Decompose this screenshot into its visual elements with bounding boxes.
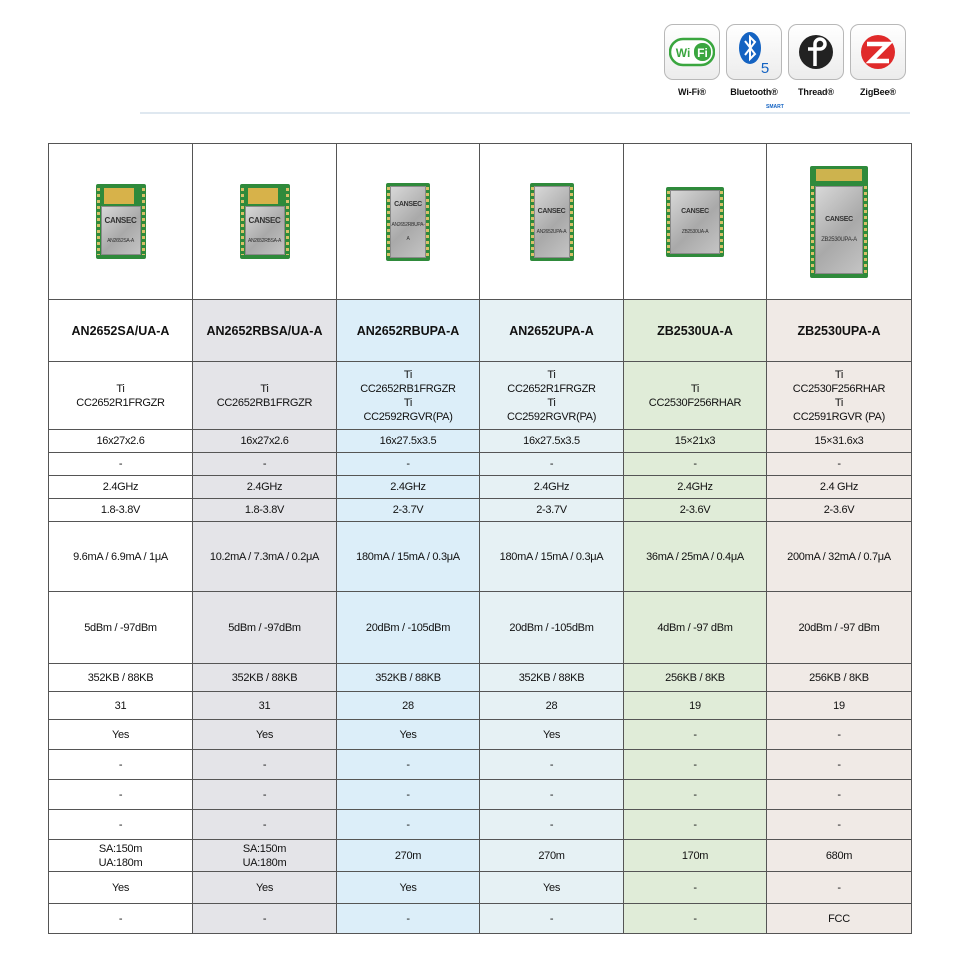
module-shield — [670, 190, 720, 254]
spec-cell — [49, 476, 193, 499]
module-photo — [240, 184, 290, 259]
row-certification — [49, 904, 912, 934]
spec-cell — [337, 872, 480, 904]
row-module-image — [49, 144, 912, 300]
cell-text: - — [262, 818, 267, 831]
spec-cell — [480, 476, 624, 499]
row-current — [49, 522, 912, 592]
module-shield — [815, 186, 863, 274]
cell-text: CC2652R1FRGZR — [76, 396, 165, 409]
cell-text: - — [837, 728, 841, 741]
spec-cell — [49, 840, 193, 872]
spec-cell — [337, 664, 480, 692]
spec-cell — [480, 840, 624, 872]
spec-cell — [49, 904, 193, 934]
cell-text: 20dBm / -105dBm — [365, 621, 451, 634]
spec-cell — [193, 872, 337, 904]
cell-text: - — [118, 458, 123, 470]
spec-cell — [480, 144, 624, 300]
cell-text: Yes — [255, 728, 274, 741]
spec-cell — [624, 720, 767, 750]
spec-cell — [49, 453, 193, 476]
spec-cell — [624, 810, 767, 840]
cell-text: 28 — [402, 699, 414, 712]
cell-text: Yes — [399, 881, 417, 894]
cell-text: - — [837, 458, 841, 470]
spec-cell — [193, 476, 337, 499]
cell-text: - — [837, 818, 841, 831]
cell-text: 16x27.5x3.5 — [379, 435, 437, 447]
cell-text: 200mA / 32mA / 0.7μA — [787, 550, 891, 563]
spec-cell — [767, 904, 912, 934]
cell-text: 270m — [538, 849, 565, 862]
spec-cell — [337, 750, 480, 780]
spec-cell — [767, 750, 912, 780]
spec-cell — [49, 810, 193, 840]
spec-cell — [193, 522, 337, 592]
pcb-antenna — [104, 188, 134, 204]
spec-cell — [193, 840, 337, 872]
spec-cell — [337, 904, 480, 934]
cell-text: Ti — [403, 396, 413, 409]
cell-text: 2.4 GHz — [819, 481, 859, 493]
row-frequency — [49, 476, 912, 499]
spec-cell — [337, 499, 480, 522]
cell-text: - — [118, 912, 123, 925]
bluetooth-smart-label: SMART — [766, 104, 784, 110]
svg-text:Wi: Wi — [675, 46, 691, 60]
spec-cell — [193, 300, 337, 362]
brand-mark: CANSEC — [248, 215, 281, 225]
cell-text: 16x27.5x3.5 — [523, 435, 580, 447]
spec-cell — [624, 750, 767, 780]
spec-cell — [337, 840, 480, 872]
cell-text: - — [693, 728, 697, 741]
spec-cell — [624, 664, 767, 692]
zigbee-icon — [858, 32, 898, 72]
cell-text: Ti — [690, 382, 700, 395]
spec-cell — [193, 750, 337, 780]
spec-cell — [337, 362, 480, 430]
cell-text: - — [118, 818, 123, 831]
shield-label: AN2652RBUPA-A — [391, 221, 425, 242]
spec-cell — [480, 362, 624, 430]
spec-cell — [767, 720, 912, 750]
cell-text: 5dBm / -97dBm — [228, 621, 301, 634]
cell-text: ZB2530UPA-A — [797, 323, 881, 338]
cell-text: SA:150m — [98, 842, 143, 855]
spec-cell — [767, 300, 912, 362]
svg-text:Fi: Fi — [697, 46, 708, 60]
spec-cell — [767, 780, 912, 810]
bluetooth-icon — [734, 29, 774, 75]
spec-cell — [767, 592, 912, 664]
zigbee-logo — [850, 24, 906, 97]
cell-text: - — [118, 758, 123, 771]
cell-text: 28 — [545, 699, 558, 712]
cell-text: CC2652RB1FRGZR — [216, 396, 313, 409]
brand-mark: CANSEC — [681, 207, 709, 215]
row-io-count — [49, 692, 912, 720]
spec-cell — [767, 810, 912, 840]
spec-cell — [49, 522, 193, 592]
cell-text: - — [549, 818, 554, 831]
protocol-logos — [660, 24, 912, 110]
spec-cell — [193, 904, 337, 934]
spec-cell — [49, 750, 193, 780]
cell-text: - — [406, 458, 410, 470]
cell-text: 2.4GHz — [390, 481, 426, 493]
cell-text: Ti — [260, 382, 269, 395]
thread-logo — [788, 24, 844, 97]
module-photo — [530, 183, 574, 261]
header-divider — [140, 112, 910, 114]
cell-text: 270m — [394, 849, 422, 862]
cell-text: 20dBm / -105dBm — [509, 621, 594, 634]
spec-cell — [337, 522, 480, 592]
bluetooth-label: Bluetooth® — [730, 87, 778, 97]
cell-text: Ti — [834, 368, 844, 381]
cell-text: SA:150m — [242, 842, 287, 855]
cell-text: 1.8-3.8V — [100, 504, 141, 516]
cell-text: 16x27x2.6 — [96, 435, 145, 447]
cell-text: 180mA / 15mA / 0.3μA — [356, 550, 460, 563]
cell-text: 19 — [833, 699, 845, 712]
cell-text: - — [693, 881, 697, 894]
cell-text: 2-3.7V — [392, 504, 424, 516]
spec-cell — [193, 499, 337, 522]
spec-cell — [767, 664, 912, 692]
cell-text: 352KB / 88KB — [231, 671, 298, 684]
spec-cell — [193, 720, 337, 750]
cell-text: CC2592RGVR(PA) — [506, 410, 597, 423]
cell-text: - — [693, 818, 697, 831]
spec-cell — [337, 592, 480, 664]
row-r12 — [49, 780, 912, 810]
module-shield — [534, 186, 570, 258]
pcb-antenna — [816, 169, 862, 181]
cell-text: - — [693, 912, 697, 925]
cell-text: CC2592RGVR(PA) — [363, 410, 453, 423]
spec-cell — [337, 780, 480, 810]
brand-mark: CANSEC — [394, 200, 422, 208]
cell-text: - — [262, 758, 267, 771]
spec-cell — [767, 692, 912, 720]
spec-cell — [480, 810, 624, 840]
wifi-label: Wi-Fi® — [678, 87, 706, 97]
cell-text: Ti — [547, 396, 556, 409]
svg-text:5: 5 — [760, 60, 770, 75]
wifi-logo — [664, 24, 720, 97]
spec-cell — [193, 810, 337, 840]
cell-text: CC2652RB1FRGZR — [360, 382, 456, 395]
cell-text: Ti — [116, 382, 125, 395]
cell-text: Yes — [542, 728, 561, 741]
thread-icon — [796, 32, 836, 72]
spec-cell — [767, 430, 912, 453]
cell-text: 10.2mA / 7.3mA / 0.2μA — [209, 550, 320, 563]
cell-text: - — [549, 758, 554, 771]
spec-cell — [193, 664, 337, 692]
cell-text: - — [262, 912, 267, 925]
spec-cell — [480, 692, 624, 720]
thread-label: Thread® — [798, 87, 834, 97]
cell-text: 2.4GHz — [102, 481, 139, 493]
spec-cell — [480, 430, 624, 453]
spec-cell — [337, 300, 480, 362]
cell-text: - — [406, 788, 410, 801]
cell-text: 31 — [114, 699, 127, 712]
spec-cell — [480, 300, 624, 362]
spec-cell — [480, 453, 624, 476]
spec-cell — [193, 430, 337, 453]
spec-cell — [193, 362, 337, 430]
cell-text: 9.6mA / 6.9mA / 1μA — [73, 550, 168, 563]
cell-text: UA:180m — [242, 856, 287, 869]
spec-cell — [480, 720, 624, 750]
spec-cell — [49, 872, 193, 904]
cell-text: 15×21x3 — [674, 435, 716, 447]
spec-cell — [49, 780, 193, 810]
spec-cell — [337, 144, 480, 300]
cell-text: CC2530F256RHAR — [648, 396, 742, 409]
bluetooth-logo — [726, 24, 784, 110]
cell-text: - — [406, 912, 410, 925]
cell-text: 256KB / 8KB — [809, 671, 869, 684]
spec-cell — [480, 780, 624, 810]
cell-text: 36mA / 25mA / 0.4μA — [646, 550, 744, 563]
cell-text: - — [837, 881, 841, 894]
cell-text: 352KB / 88KB — [87, 671, 154, 684]
cell-text: - — [118, 788, 123, 801]
row-model-name — [49, 300, 912, 362]
spec-cell — [480, 904, 624, 934]
spec-cell — [624, 476, 767, 499]
cell-text: Ti — [547, 368, 556, 381]
row-chipset — [49, 362, 912, 430]
cell-text: AN2652RBSA/UA-A — [206, 323, 323, 338]
cell-text: 2.4GHz — [533, 481, 570, 493]
shield-label: ZB2530UA-A — [681, 228, 709, 235]
cell-text: AN2652RBUPA-A — [356, 323, 460, 338]
module-photo — [96, 184, 146, 259]
cell-text: CC2652R1FRGZR — [507, 382, 596, 395]
spec-cell — [624, 300, 767, 362]
spec-cell — [480, 499, 624, 522]
spec-cell — [480, 872, 624, 904]
spec-cell — [337, 476, 480, 499]
row-rf-power-sensitivity — [49, 592, 912, 664]
cell-text: 20dBm / -97 dBm — [798, 621, 880, 634]
cell-text: - — [549, 458, 554, 470]
cell-text: 19 — [689, 699, 701, 712]
spec-cell — [193, 144, 337, 300]
pcb-antenna — [248, 188, 278, 204]
cell-text: Yes — [399, 728, 417, 741]
spec-cell — [337, 430, 480, 453]
cell-text: 170m — [681, 849, 709, 862]
cell-text: Yes — [542, 881, 561, 894]
cell-text: Yes — [255, 881, 274, 894]
cell-text: 2-3.6V — [823, 504, 855, 516]
spec-cell — [624, 499, 767, 522]
spec-cell — [767, 840, 912, 872]
spec-cell — [337, 453, 480, 476]
module-photo — [810, 166, 868, 278]
spec-cell — [49, 362, 193, 430]
cell-text: UA:180m — [98, 856, 143, 869]
spec-cell — [624, 362, 767, 430]
spec-cell — [480, 522, 624, 592]
cell-text: 256KB / 8KB — [665, 671, 725, 684]
spec-cell — [480, 750, 624, 780]
spec-cell — [49, 692, 193, 720]
cell-text: FCC — [828, 912, 850, 925]
cell-text: 352KB / 88KB — [518, 671, 585, 684]
spec-cell — [193, 692, 337, 720]
cell-text: AN2652UPA-A — [509, 323, 594, 338]
cell-text: - — [837, 758, 841, 771]
cell-text: 15×31.6x3 — [814, 435, 864, 447]
module-photo — [386, 183, 430, 261]
brand-mark: CANSEC — [104, 215, 137, 225]
module-spec-table — [48, 143, 912, 934]
spec-cell — [767, 453, 912, 476]
spec-cell — [767, 522, 912, 592]
cell-text: - — [406, 758, 410, 771]
cell-text: 2-3.7V — [536, 504, 567, 516]
spec-cell — [624, 522, 767, 592]
spec-cell — [767, 872, 912, 904]
cell-text: 5dBm / -97dBm — [84, 621, 157, 634]
cell-text: CC2530F256RHAR — [792, 382, 886, 395]
cell-text: CC2591RGVR (PA) — [793, 410, 885, 423]
spec-cell — [767, 499, 912, 522]
spec-cell — [624, 872, 767, 904]
spec-cell — [193, 453, 337, 476]
spec-cell — [767, 362, 912, 430]
cell-text: - — [693, 788, 697, 801]
spec-cell — [337, 810, 480, 840]
row-memory — [49, 664, 912, 692]
spec-cell — [49, 664, 193, 692]
spec-cell — [49, 720, 193, 750]
shield-label: AN2652UPA-A — [536, 228, 567, 235]
row-r15 — [49, 872, 912, 904]
module-shield — [245, 206, 285, 255]
spec-cell — [624, 692, 767, 720]
cell-text: 2.4GHz — [677, 481, 713, 493]
module-shield — [390, 186, 426, 258]
spec-cell — [624, 144, 767, 300]
cell-text: Ti — [403, 368, 413, 381]
cell-text: 680m — [825, 849, 853, 862]
spec-cell — [624, 592, 767, 664]
cell-text: 2-3.6V — [679, 504, 711, 516]
cell-text: 4dBm / -97 dBm — [657, 621, 733, 634]
shield-label: ZB2530UPA-A — [821, 236, 857, 243]
cell-text: 2.4GHz — [246, 481, 283, 493]
cell-text: 180mA / 15mA / 0.3μA — [499, 550, 604, 563]
cell-text: 1.8-3.8V — [244, 504, 285, 516]
module-shield — [101, 206, 141, 255]
cell-text: - — [262, 458, 267, 470]
cell-text: ZB2530UA-A — [657, 323, 733, 338]
spec-cell — [624, 430, 767, 453]
cell-text: - — [837, 788, 841, 801]
brand-mark: CANSEC — [537, 207, 566, 215]
cell-text: 31 — [258, 699, 271, 712]
spec-cell — [49, 592, 193, 664]
spec-cell — [624, 840, 767, 872]
cell-text: - — [693, 758, 697, 771]
cell-text: Yes — [111, 881, 130, 894]
module-photo — [666, 187, 724, 257]
cell-text: - — [549, 788, 554, 801]
spec-cell — [337, 720, 480, 750]
cell-text: AN2652SA/UA-A — [71, 323, 170, 338]
row-size — [49, 430, 912, 453]
cell-text: - — [262, 788, 267, 801]
wifi-icon — [669, 37, 715, 67]
row-r13 — [49, 810, 912, 840]
shield-label: AN2652RBSA-A — [247, 237, 282, 244]
spec-cell — [480, 592, 624, 664]
spec-cell — [337, 692, 480, 720]
row-r11 — [49, 750, 912, 780]
cell-text: 16x27x2.6 — [240, 435, 289, 447]
cell-text: - — [406, 818, 410, 831]
row-voltage — [49, 499, 912, 522]
spec-cell — [767, 476, 912, 499]
zigbee-label: ZigBee® — [860, 87, 896, 97]
spec-cell — [480, 664, 624, 692]
row-r10 — [49, 720, 912, 750]
cell-text: - — [693, 458, 697, 470]
spec-cell — [767, 144, 912, 300]
spec-cell — [624, 453, 767, 476]
spec-cell — [193, 780, 337, 810]
spec-cell — [49, 430, 193, 453]
spec-cell — [49, 300, 193, 362]
brand-mark: CANSEC — [825, 215, 853, 223]
spec-cell — [624, 780, 767, 810]
shield-label: AN2652SA-A — [107, 237, 134, 244]
spec-cell — [624, 904, 767, 934]
spec-cell — [193, 592, 337, 664]
spec-cell — [49, 144, 193, 300]
cell-text: Ti — [834, 396, 844, 409]
spec-table-body — [49, 144, 912, 934]
row-range — [49, 840, 912, 872]
spec-cell — [49, 499, 193, 522]
row-r4 — [49, 453, 912, 476]
cell-text: 352KB / 88KB — [375, 671, 441, 684]
cell-text: Yes — [111, 728, 130, 741]
cell-text: - — [549, 912, 554, 925]
